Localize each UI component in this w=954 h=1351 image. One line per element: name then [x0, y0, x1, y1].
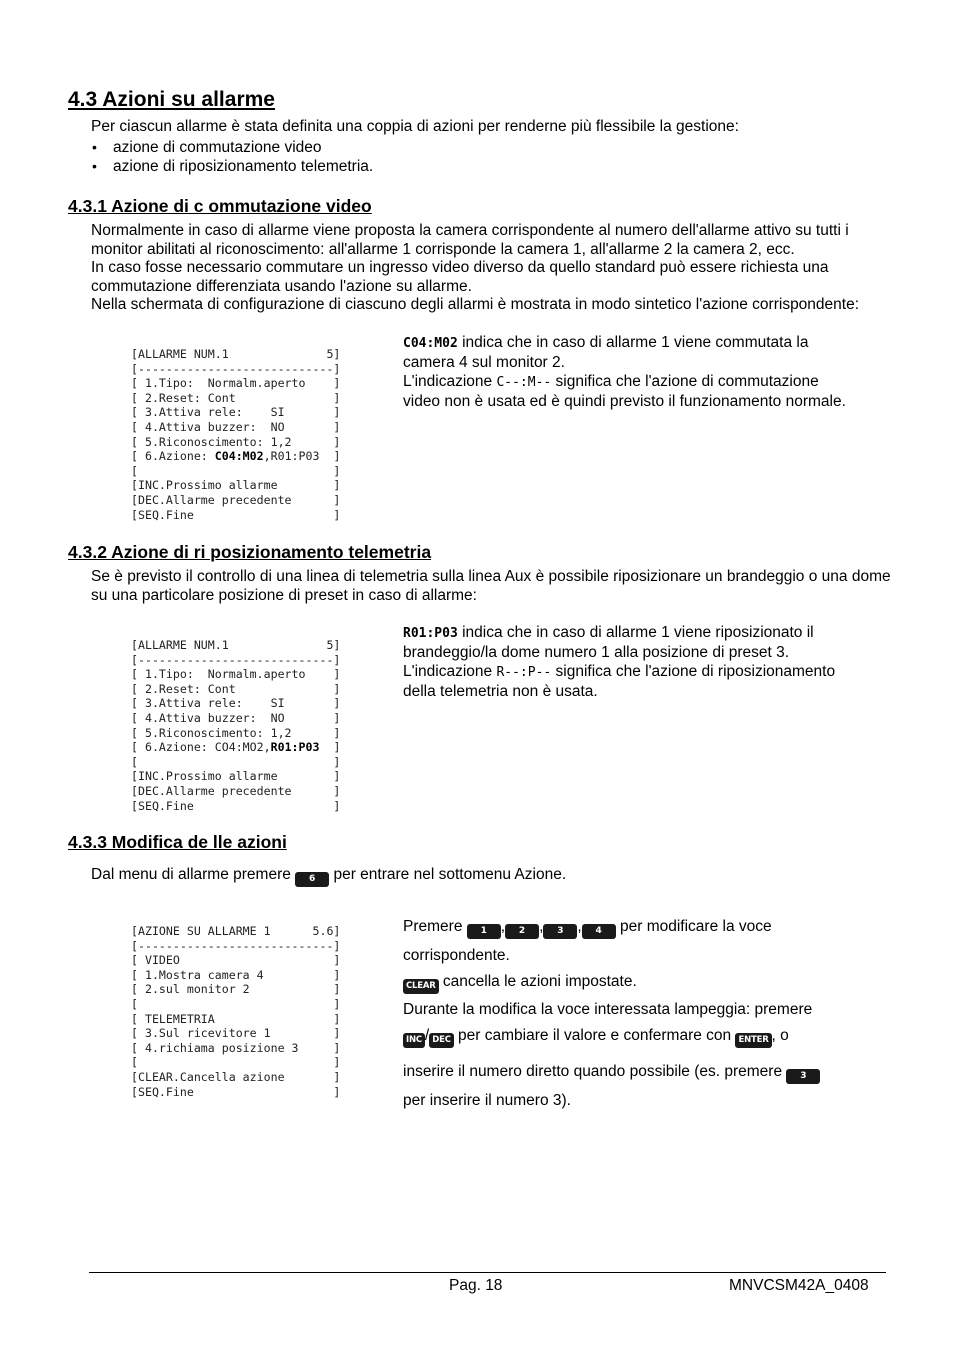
key-4-icon: 4 [582, 924, 616, 939]
key-dec-icon: DEC [429, 1033, 454, 1048]
list-item: • azione di riposizionamento telemetria. [91, 157, 373, 176]
key-3-icon: 3 [786, 1069, 820, 1084]
key-3-icon: 3 [543, 924, 577, 939]
highlighted-action-code: R01:P03 [270, 740, 320, 755]
terminal-screen-alarm-telemetry: [ALLARME NUM.1 5] [----------------------------] [ 1.Tipo: Normalm.aperto ] [ 2.Reset: Cont ] [ 3.Attiva rele: SI ] [ 4.Attiva buzzer: NO ] [ 5.Riconoscimento: 1,2 ] [ 6.Azione: CO4:MO2,R01:P03 ] [ ] [INC.Prossimo allarme ] [DEC.Allarme precedente ] [SEQ.Fine ] [131, 638, 341, 813]
terminal-screen-alarm-video: [ALLARME NUM.1 5] [----------------------------] [ 1.Tipo: Normalm.aperto ] [ 2.Reset: Cont ] [ 3.Attiva rele: SI ] [ 4.Attiva buzzer: NO ] [ 5.Riconoscimento: 1,2 ] [ 6.Azione: C04:M02,R01:P03 ] [ ] [INC.Prossimo allarme ] [DEC.Allarme precedente ] [SEQ.Fine ] [131, 347, 341, 522]
terminal-screen-action-menu: [AZIONE SU ALLARME 1 5.6] [----------------------------] [ VIDEO ] [ 1.Mostra camera 4 ] [ 2.sul monitor 2 ] [ ] [ TELEMETRIA ] [ 3.Sul ricevitore 1 ] [ 4.richiama posizione 3 ] [ ] [CLEAR.Cancella azione ] [SEQ.Fine ] [131, 924, 341, 1099]
section-title: 4.3 Azioni su allarme [68, 88, 275, 111]
paragraph: Dal menu di allarme premere 6 per entrare nel sottomenu Azione. [91, 866, 891, 887]
highlighted-action-code: C04:M02 [214, 449, 264, 464]
key-clear-icon: CLEAR [403, 979, 439, 994]
key-2-icon: 2 [505, 924, 539, 939]
paragraph: Normalmente in caso di allarme viene proposta la camera corrispondente al numero dell'allarme attivo su tutti i monitor abilitati al riconoscimento: all'allarme 1 corrisponde la camera 1, all'allarme 2 la camera 2, ecc. [91, 222, 849, 258]
subsection-title-video: 4.3.1 Azione di c ommutazione video [68, 196, 372, 216]
page-number: Pag. 18 [449, 1277, 503, 1294]
document-code: MNVCSM42A_0408 [729, 1277, 869, 1294]
subsection-title-telemetry: 4.3.2 Azione di ri posizionamento telemetria [68, 542, 432, 562]
subsection-title-modify: 4.3.3 Modifica de lle azioni [68, 832, 287, 852]
key-enter-icon: ENTER [735, 1033, 771, 1048]
paragraph: Nella schermata di configurazione di ciascuno degli allarmi è mostrata in modo sintetico l'azione corrispondente: [91, 296, 860, 313]
list-item: • azione di commutazione video [91, 138, 373, 157]
key-1-icon: 1 [467, 924, 501, 939]
key-inc-icon: INC [403, 1033, 425, 1048]
action-list [91, 138, 373, 176]
video-action-description: C04:M02 indica che in caso di allarme 1 viene commutata la camera 4 sul monitor 2. L'indicazione C--:M-- significa che l'azione di commutazione video non è usata ed è quindi previsto il funzionamento normale. [403, 334, 846, 410]
key-6-icon: 6 [295, 872, 329, 887]
footer-rule [89, 1272, 886, 1273]
paragraph: Se è previsto il controllo di una linea di telemetria sulla linea Aux è possibile riposizionare un brandeggio o una dome su una particolare posizione di preset in caso di allarme: [91, 568, 891, 604]
paragraph: In caso fosse necessario commutare un ingresso video diverso da quello standard può essere richiesta una commutazione differenziata usando l'azione su allarme. [91, 259, 829, 295]
telemetry-action-description: R01:P03 indica che in caso di allarme 1 viene riposizionato il brandeggio/la dome numero 1 alla posizione di preset 3. L'indicazione R--:P-- significa che l'azione di riposizionamento della telemetria non è usata. [403, 624, 836, 700]
modify-instructions: Premere 1 , 2 , 3 , 4 per modificare la voce corrispondente. CLEAR cancella le azioni impostate. Durante la modifica la voce interessata lampeggia: premere INC / DEC per cambiare il valore e confermare con ENTER , o inserire il numero diretto quando possibile (es. premere 3 per inserire il numero 3). [403, 917, 873, 1110]
section-intro: Per ciascun allarme è stata definita una coppia di azioni per renderne più flessibile la gestione: [91, 118, 739, 135]
